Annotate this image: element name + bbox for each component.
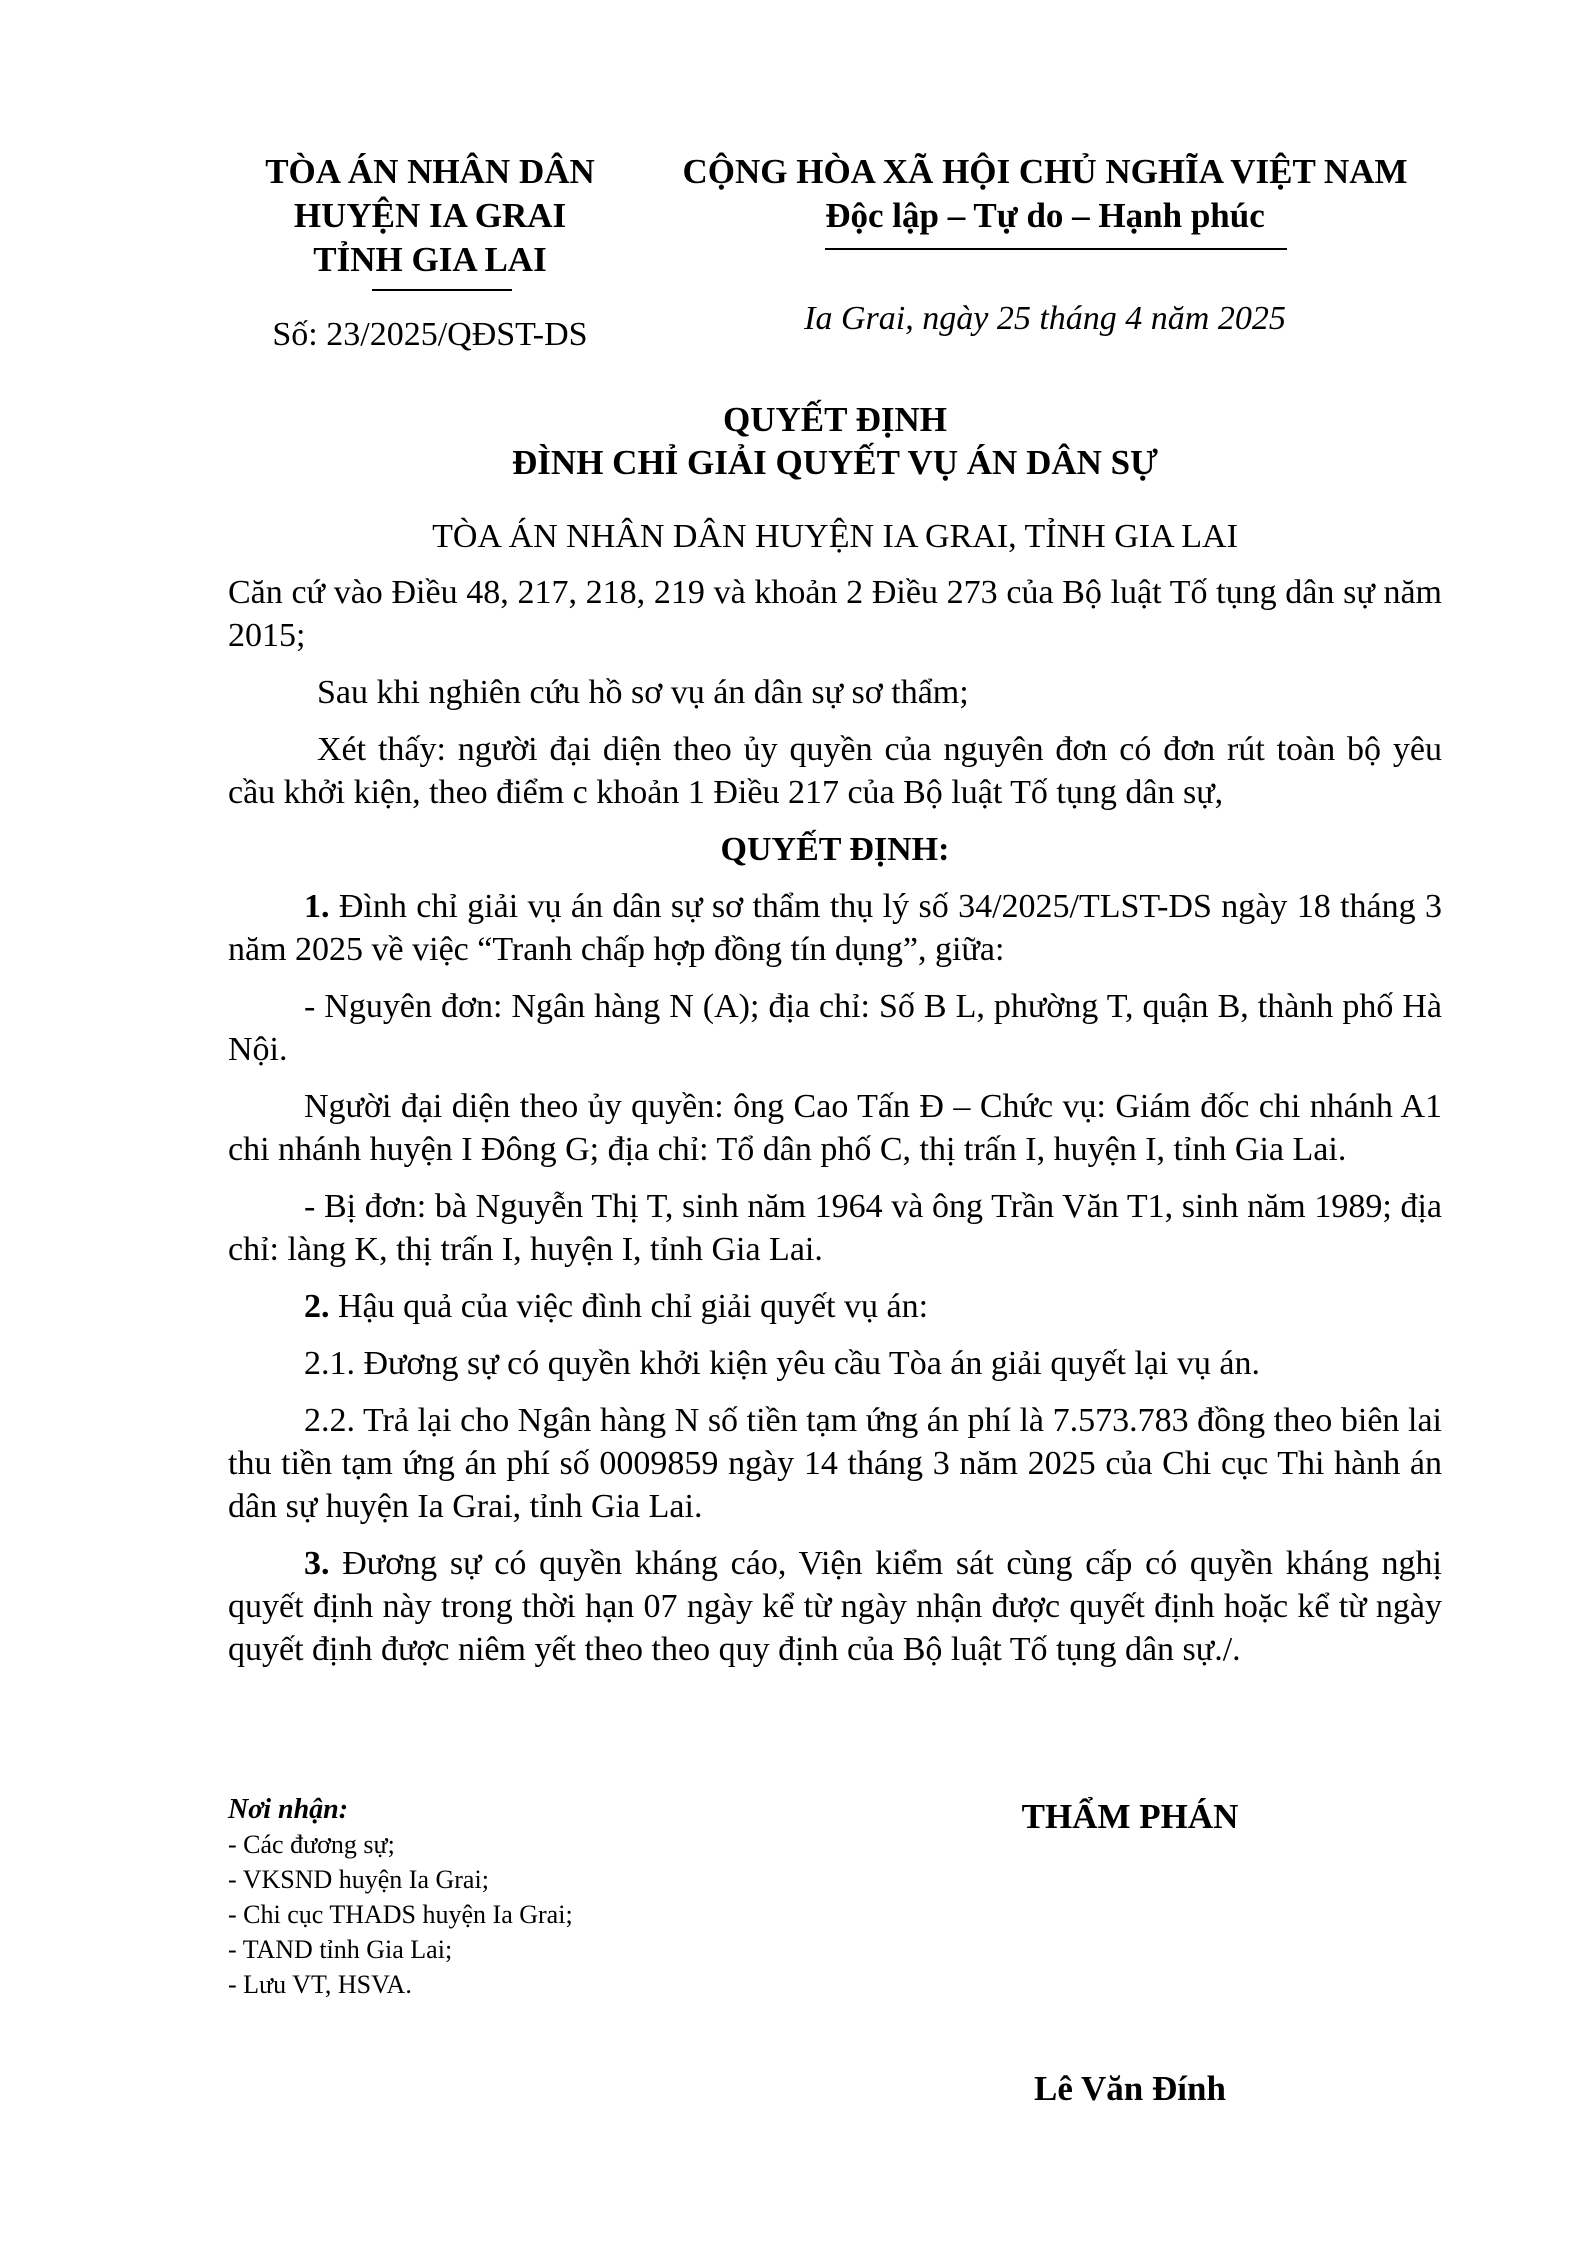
court-header <box>230 150 630 282</box>
recipient-item: - Các đương sự; <box>228 1830 395 1859</box>
item-1-text: Đình chỉ giải vụ án dân sự sơ thẩm thụ lý số 34/2025/TLST-DS ngày 18 tháng 3 năm 2025 về việc “Tranh chấp hợp đồng tín dụng”, giữa: <box>228 888 1442 968</box>
item-2-2-paragraph: 2.2. Trả lại cho Ngân hàng N số tiền tạm ứng án phí là 7.573.783 đồng theo biên lai thu tiền tạm ứng án phí số 0009859 ngày 14 tháng 3 năm 2025 của Chi cục Thi hành án dân sự huyện Ia Grai, tỉnh Gia Lai. <box>228 1402 1442 1525</box>
motto-underline <box>825 248 1287 250</box>
recipient-item: - Chi cục THADS huyện Ia Grai; <box>228 1900 573 1929</box>
signer-name: Lê Văn Đính <box>1034 2069 1226 2108</box>
item-2-number: 2. <box>304 1288 330 1325</box>
court-name-line3: TỈNH GIA LAI <box>313 240 547 279</box>
court-header-underline <box>372 289 512 291</box>
item-3-paragraph <box>228 1542 1442 1671</box>
representative-paragraph: Người đại diện theo ủy quyền: ông Cao Tấn Đ – Chức vụ: Giám đốc chi nhánh A1 chi nhánh huyện I Đông G; địa chỉ: Tổ dân phố C, thị trấn I, huyện I, tỉnh Gia Lai. <box>228 1088 1442 1168</box>
item-2-1-paragraph: 2.1. Đương sự có quyền khởi kiện yêu cầu Tòa án giải quyết lại vụ án. <box>304 1345 1260 1382</box>
recipient-item: - VKSND huyện Ia Grai; <box>228 1865 489 1894</box>
national-header <box>640 150 1450 238</box>
plaintiff-paragraph: - Nguyên đơn: Ngân hàng N (A); địa chỉ: Số B L, phường T, quận B, thành phố Hà Nội. <box>228 988 1442 1068</box>
decision-heading: QUYẾT ĐỊNH: <box>720 831 950 868</box>
item-2-paragraph <box>228 1285 1442 1328</box>
item-3-number: 3. <box>304 1545 330 1582</box>
item-3-text: Đương sự có quyền kháng cáo, Viện kiểm sát cùng cấp có quyền kháng nghị quyết định này trong thời hạn 07 ngày kể từ ngày nhận được quyết định hoặc kể từ ngày quyết định được niêm yết theo theo quy định của Bộ luật Tố tụng dân sự./. <box>228 1545 1442 1668</box>
item-1-paragraph <box>228 885 1442 971</box>
document-title <box>230 398 1440 484</box>
item-1-number: 1. <box>304 888 330 925</box>
recipients-block <box>228 1792 788 2002</box>
court-name-line2: HUYỆN IA GRAI <box>293 196 567 235</box>
consideration-paragraph: Xét thấy: người đại diện theo ủy quyền của nguyên đơn có đơn rút toàn bộ yêu cầu khởi kiện, theo điểm c khoản 1 Điều 217 của Bộ luật Tố tụng dân sự, <box>228 731 1442 811</box>
legal-basis-paragraph: Căn cứ vào Điều 48, 217, 218, 219 và khoản 2 Điều 273 của Bộ luật Tố tụng dân sự năm 2015; <box>228 574 1442 654</box>
document-number: Số: 23/2025/QĐST-DS <box>272 316 588 353</box>
signer-role: THẨM PHÁN <box>1021 1797 1239 1836</box>
defendant-paragraph: - Bị đơn: bà Nguyễn Thị T, sinh năm 1964 và ông Trần Văn T1, sinh năm 1989; địa chỉ: làng K, thị trấn I, huyện I, tỉnh Gia Lai. <box>228 1188 1442 1268</box>
recipient-item: - TAND tỉnh Gia Lai; <box>228 1935 453 1964</box>
place-and-date: Ia Grai, ngày 25 tháng 4 năm 2025 <box>804 300 1286 337</box>
country-name: CỘNG HÒA XÃ HỘI CHỦ NGHĨA VIỆT NAM <box>682 152 1408 191</box>
title-line1: QUYẾT ĐỊNH <box>723 400 947 439</box>
document-body <box>228 571 1442 1685</box>
study-paragraph: Sau khi nghiên cứu hồ sơ vụ án dân sự sơ thẩm; <box>317 674 969 711</box>
title-line2: ĐÌNH CHỈ GIẢI QUYẾT VỤ ÁN DÂN SỰ <box>512 443 1158 482</box>
recipients-title: Nơi nhận: <box>228 1794 349 1825</box>
issuing-court: TÒA ÁN NHÂN DÂN HUYỆN IA GRAI, TỈNH GIA LAI <box>432 518 1238 555</box>
national-motto: Độc lập – Tự do – Hạnh phúc <box>825 196 1265 235</box>
recipient-item: - Lưu VT, HSVA. <box>228 1970 412 1999</box>
item-2-text: Hậu quả của việc đình chỉ giải quyết vụ án: <box>329 1288 929 1325</box>
court-name-line1: TÒA ÁN NHÂN DÂN <box>265 152 595 191</box>
